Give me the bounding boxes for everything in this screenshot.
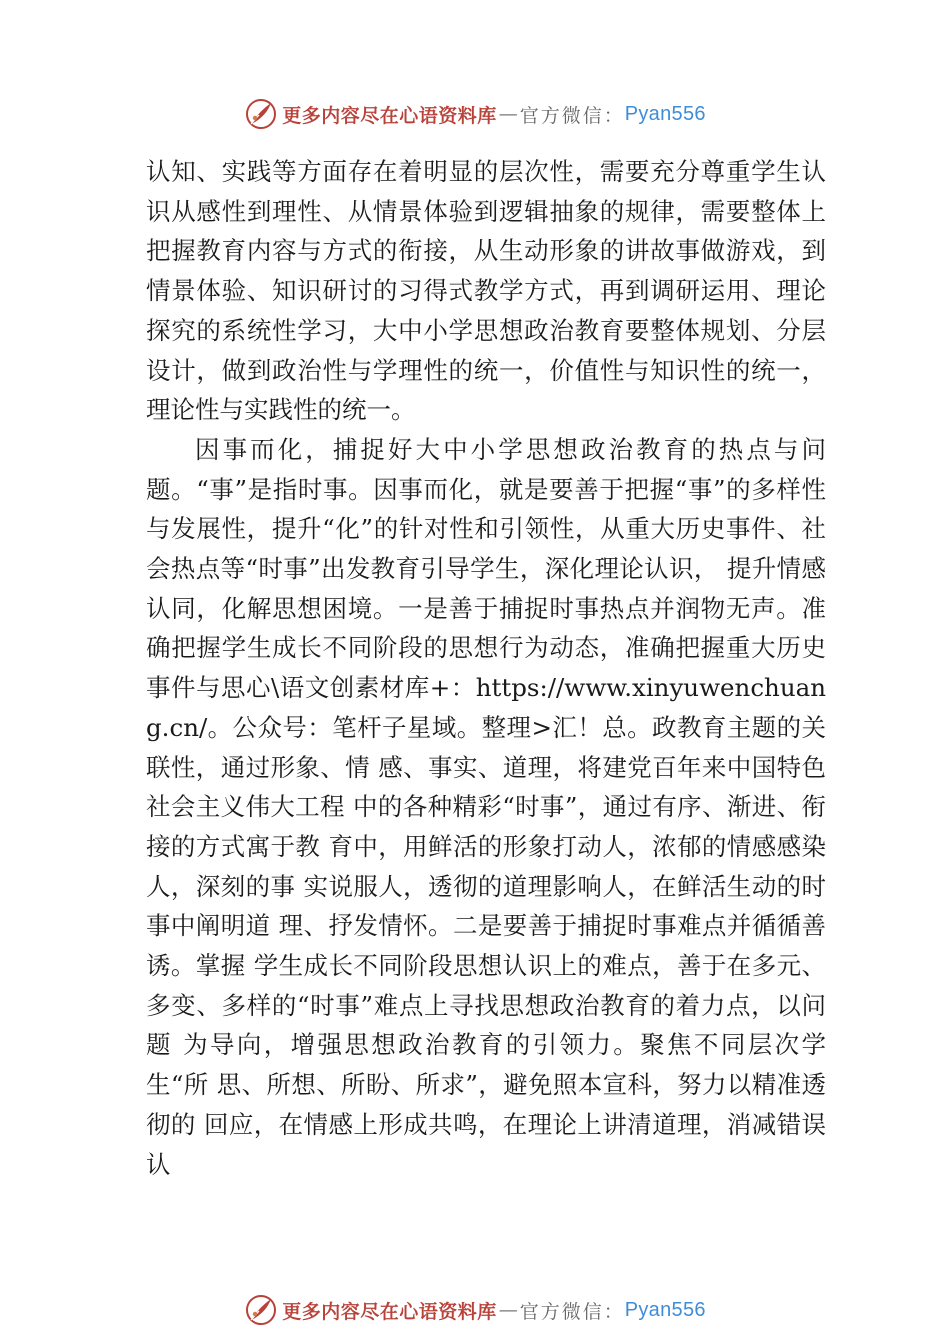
header-title: 更多内容尽在心语资料库 <box>282 104 497 127</box>
footer-wechat-label: 官方微信： <box>519 1300 625 1323</box>
footer-separator: — <box>498 1299 518 1321</box>
footer-banner <box>0 1290 950 1330</box>
footer-wechat-id: Pyan556 <box>624 1298 706 1321</box>
paragraph-2: 因事而化，捕捉好大中小学思想政治教育的热点与问题。“事”是指时事。因事而化，就是要善于把握“事”的多样性与发展性，提升“化”的针对性和引领性，从重大历史事件、社会热点等“时事”出发教育引导学生，深化理论认识， 提升情感认同，化解思想困境。一是善于捕捉时事热点并润物无声。准确把握学生成长不同阶段的思想行为动态，准确把握重大历史事件与思心\语文创素材库+：https://www.xinyuwenchuang.cn/。公众号：笔杆子星域。整理>汇！总。政教育主题的关联性，通过形象、情 感、事实、道理，将建党百年来中国特色社会主义伟大工程 中的各种精彩“时事”，通过有序、渐进、衔接的方式寓于教 育中，用鲜活的形象打动人，浓郁的情感感染人，深刻的事 实说服人，透彻的道理影响人，在鲜活生动的时事中阐明道 理、抒发情怀。二是要善于捕捉时事难点并循循善诱。掌握 学生成长不同阶段思想认识上的难点，善于在多元、多变、多样的“时事”难点上寻找思想政治教育的着力点，以问题 为导向，增强思想政治教育的引领力。聚焦不同层次学生“所 思、所想、所盼、所求”，避免照本宣科，努力以精准透彻的 回应，在情感上形成共鸣，在理论上讲清道理，消减错误认 <box>146 434 826 1179</box>
header-separator: — <box>498 103 518 125</box>
footer-title: 更多内容尽在心语资料库 <box>282 1300 497 1323</box>
document-body <box>146 152 826 1184</box>
header-wechat-id: Pyan556 <box>624 102 706 125</box>
feather-pen-logo-icon <box>244 97 278 131</box>
header-wechat-label: 官方微信： <box>519 104 625 127</box>
feather-pen-logo-icon <box>244 1293 278 1327</box>
paragraph-1: 认知、实践等方面存在着明显的层次性，需要充分尊重学生认识从感性到理性、从情景体验到逻辑抽象的规律，需要整体上把握教育内容与方式的衔接，从生动形象的讲故事做游戏，到情景体验、知识研讨的习得式教学方式，再到调研运用、理论探究的系统性学习，大中小学思想政治教育要整体规划、分层设计，做到政治性与学理性的统一，价值性与知识性的统一，理论性与实践性的统一。 <box>146 157 826 425</box>
header-banner <box>0 94 950 134</box>
